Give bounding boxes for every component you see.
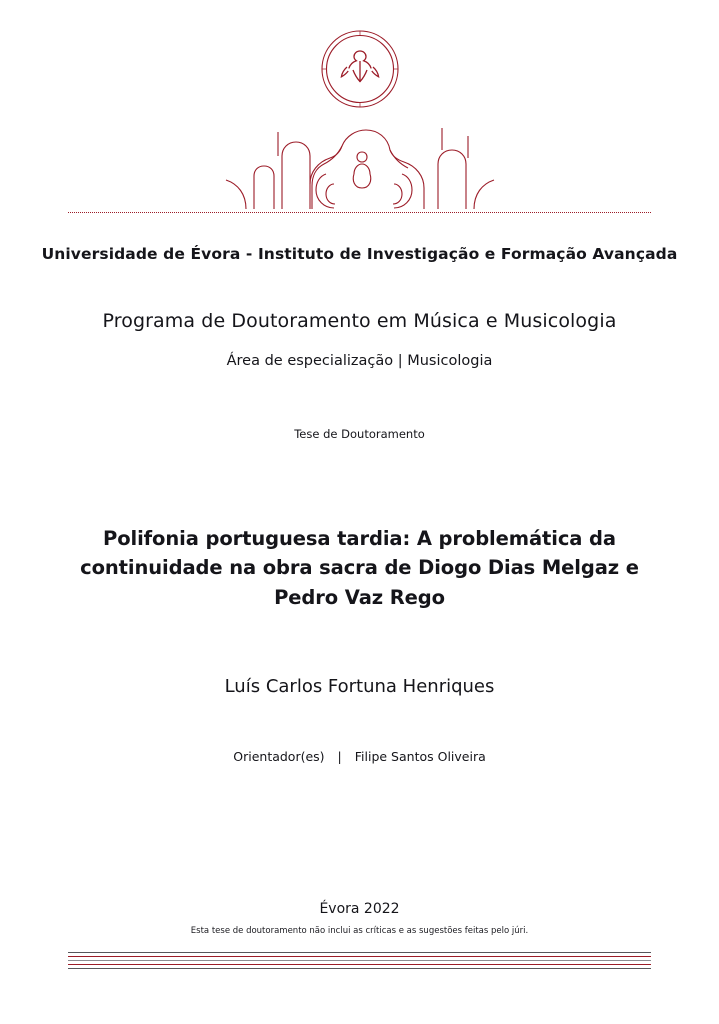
programme-line: Programa de Doutoramento em Música e Musicologia <box>102 310 617 332</box>
footer-rule-3 <box>68 960 651 961</box>
advisor-label: Orientador(es) <box>233 749 325 764</box>
footer-rule-4 <box>68 964 651 965</box>
footer-rule-5 <box>68 968 651 969</box>
institution-line: Universidade de Évora - Instituto de Investigação e Formação Avançada <box>41 245 678 263</box>
advisor-separator: | <box>337 749 342 764</box>
crest-container <box>0 24 719 204</box>
specialization-line: Área de especialização | Musicologia <box>226 353 493 369</box>
footer-rule-1 <box>68 952 651 953</box>
footer-divider-group <box>68 952 651 972</box>
document-type-line: Tese de Doutoramento <box>294 427 425 441</box>
footer-rule-2 <box>68 956 651 957</box>
universidade-de-evora-crest-icon <box>150 24 570 214</box>
page-title: Polifonia portuguesa tardia: A problemática da continuidade na obra sacra de Diogo Dias Melgaz e Pedro Vaz Rego <box>80 527 639 609</box>
header-divider <box>68 212 651 214</box>
advisor-name: Filipe Santos Oliveira <box>354 749 486 764</box>
place-and-year: Évora 2022 <box>319 901 400 917</box>
advisor-line <box>0 749 719 764</box>
jury-note: Esta tese de doutoramento não inclui as críticas e as sugestões feitas pelo júri. <box>190 926 529 936</box>
author-name: Luís Carlos Fortuna Henriques <box>224 676 495 697</box>
